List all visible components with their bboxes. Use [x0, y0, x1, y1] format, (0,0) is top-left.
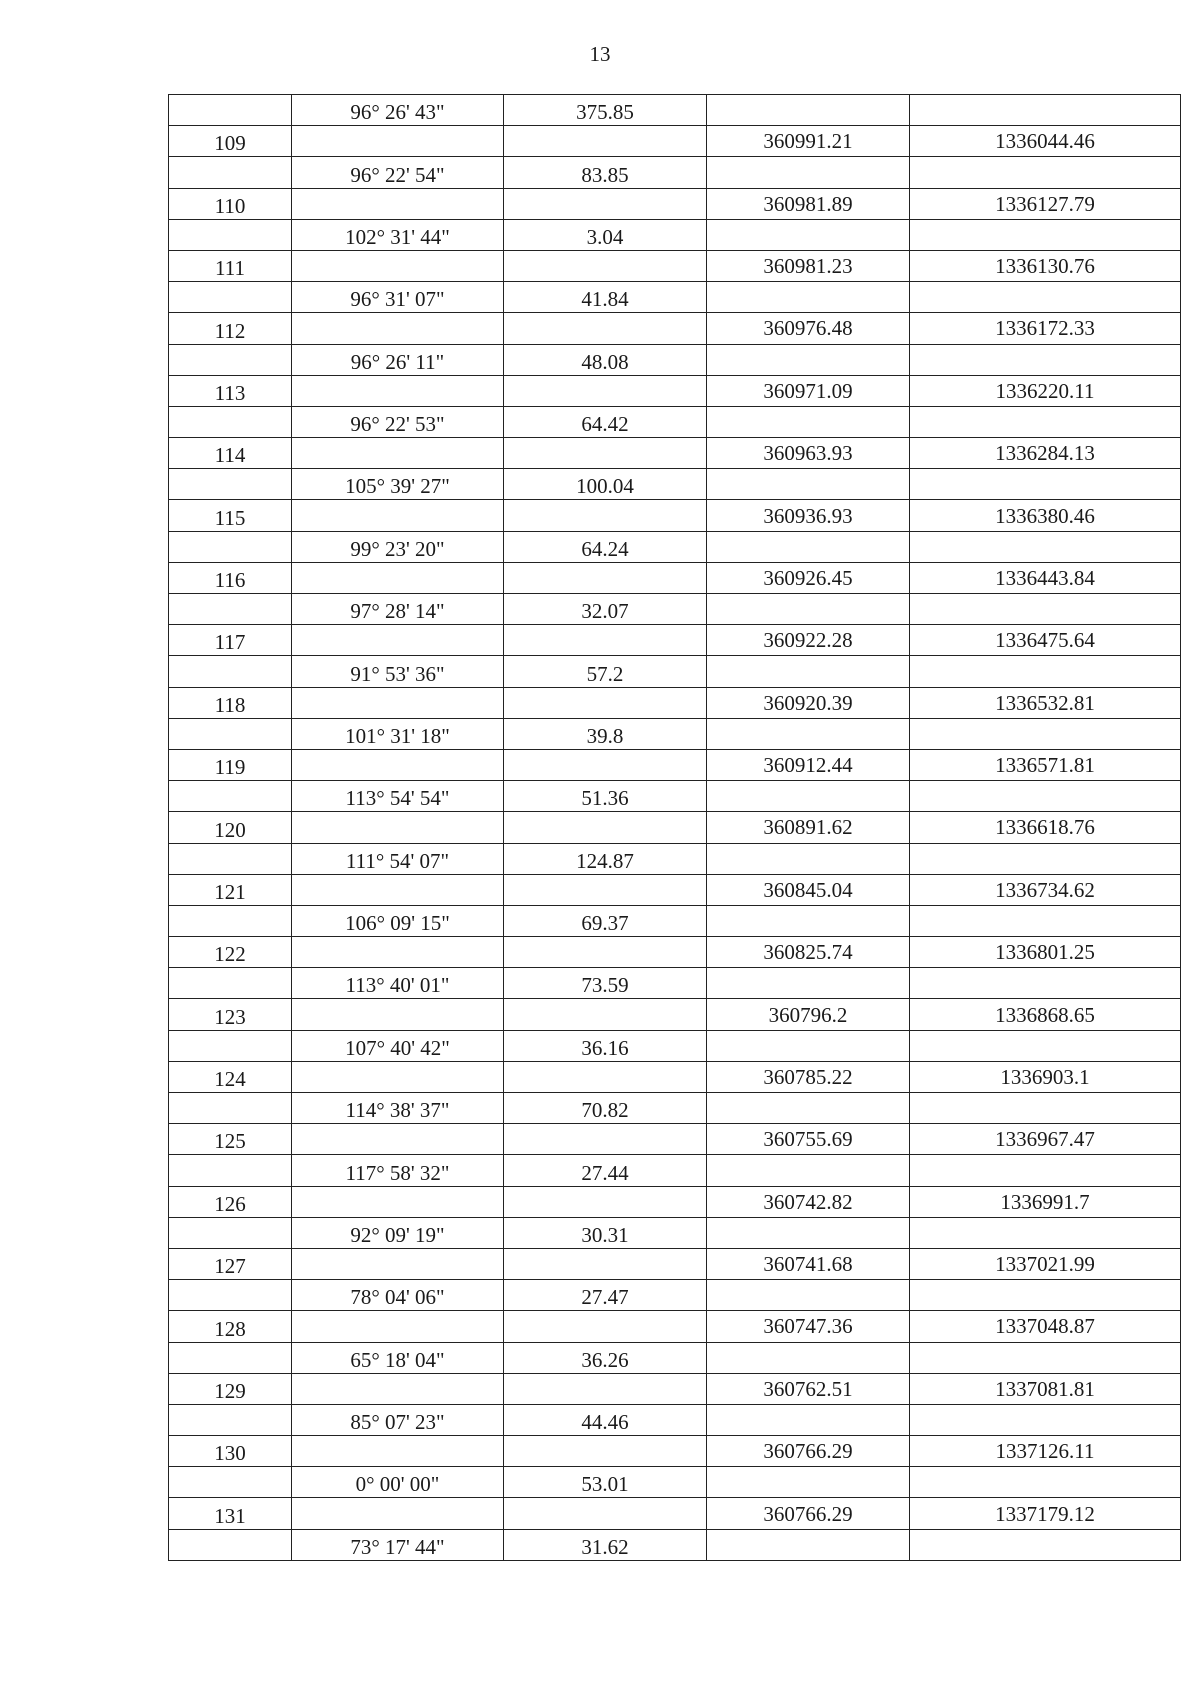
- table-row-point: [169, 126, 1181, 157]
- bearing-cell-empty: [292, 1124, 504, 1155]
- table-row-point: [169, 562, 1181, 593]
- point-number-cell: 114: [169, 438, 292, 469]
- distance-cell-empty: [504, 687, 707, 718]
- table-row-leg: [169, 1155, 1181, 1186]
- bearing-cell: 92° 09' 19": [292, 1217, 504, 1248]
- table-row-point: [169, 1311, 1181, 1342]
- y-coordinate-cell-empty: [910, 594, 1181, 625]
- bearing-cell: 97° 28' 14": [292, 594, 504, 625]
- point-cell-empty: [169, 905, 292, 936]
- distance-cell: 44.46: [504, 1404, 707, 1435]
- y-coordinate-cell: 1337126.11: [910, 1436, 1181, 1467]
- table-row-leg: [169, 406, 1181, 437]
- point-number-cell: 124: [169, 1061, 292, 1092]
- bearing-cell: 65° 18' 04": [292, 1342, 504, 1373]
- y-coordinate-cell: 1336127.79: [910, 188, 1181, 219]
- point-cell-empty: [169, 594, 292, 625]
- x-coordinate-cell: 360936.93: [707, 500, 910, 531]
- y-coordinate-cell-empty: [910, 1155, 1181, 1186]
- point-number-cell: 128: [169, 1311, 292, 1342]
- distance-cell: 375.85: [504, 95, 707, 126]
- bearing-cell: 101° 31' 18": [292, 718, 504, 749]
- bearing-cell-empty: [292, 313, 504, 344]
- bearing-cell-empty: [292, 999, 504, 1030]
- y-coordinate-cell-empty: [910, 157, 1181, 188]
- x-coordinate-cell-empty: [707, 1030, 910, 1061]
- y-coordinate-cell: 1336475.64: [910, 625, 1181, 656]
- table-row-point: [169, 687, 1181, 718]
- y-coordinate-cell: 1336284.13: [910, 438, 1181, 469]
- point-number-cell: 123: [169, 999, 292, 1030]
- y-coordinate-cell-empty: [910, 1280, 1181, 1311]
- bearing-cell: 107° 40' 42": [292, 1030, 504, 1061]
- bearing-cell-empty: [292, 438, 504, 469]
- table-row-leg: [169, 1093, 1181, 1124]
- x-coordinate-cell-empty: [707, 1342, 910, 1373]
- point-cell-empty: [169, 531, 292, 562]
- y-coordinate-cell-empty: [910, 1529, 1181, 1560]
- point-cell-empty: [169, 219, 292, 250]
- distance-cell: 83.85: [504, 157, 707, 188]
- distance-cell: 36.26: [504, 1342, 707, 1373]
- distance-cell-empty: [504, 1248, 707, 1279]
- x-coordinate-cell: 360891.62: [707, 812, 910, 843]
- table-row-point: [169, 1061, 1181, 1092]
- point-cell-empty: [169, 843, 292, 874]
- table-row-leg: [169, 1217, 1181, 1248]
- bearing-cell: 91° 53' 36": [292, 656, 504, 687]
- x-coordinate-cell-empty: [707, 469, 910, 500]
- bearing-cell-empty: [292, 749, 504, 780]
- x-coordinate-cell-empty: [707, 1529, 910, 1560]
- table-row-leg: [169, 1529, 1181, 1560]
- y-coordinate-cell-empty: [910, 905, 1181, 936]
- y-coordinate-cell-empty: [910, 1217, 1181, 1248]
- table-row-point: [169, 749, 1181, 780]
- distance-cell-empty: [504, 126, 707, 157]
- page-number: 13: [589, 42, 611, 66]
- point-number-cell: 120: [169, 812, 292, 843]
- x-coordinate-cell-empty: [707, 1217, 910, 1248]
- y-coordinate-cell: 1336443.84: [910, 562, 1181, 593]
- x-coordinate-cell-empty: [707, 219, 910, 250]
- bearing-cell: 85° 07' 23": [292, 1404, 504, 1435]
- distance-cell-empty: [504, 313, 707, 344]
- distance-cell-empty: [504, 812, 707, 843]
- table-row-leg: [169, 1404, 1181, 1435]
- point-number-cell: 131: [169, 1498, 292, 1529]
- distance-cell-empty: [504, 1373, 707, 1404]
- point-number-cell: 130: [169, 1436, 292, 1467]
- bearing-cell-empty: [292, 250, 504, 281]
- point-number-cell: 119: [169, 749, 292, 780]
- y-coordinate-cell: 1336967.47: [910, 1124, 1181, 1155]
- y-coordinate-cell: 1336172.33: [910, 313, 1181, 344]
- table-row-point: [169, 500, 1181, 531]
- bearing-cell-empty: [292, 1061, 504, 1092]
- table-row-point: [169, 375, 1181, 406]
- table-row-point: [169, 874, 1181, 905]
- table-row-point: [169, 313, 1181, 344]
- x-coordinate-cell: 360796.2: [707, 999, 910, 1030]
- distance-cell-empty: [504, 562, 707, 593]
- distance-cell-empty: [504, 999, 707, 1030]
- point-cell-empty: [169, 968, 292, 999]
- table-row-point: [169, 1248, 1181, 1279]
- y-coordinate-cell-empty: [910, 344, 1181, 375]
- y-coordinate-cell: 1336903.1: [910, 1061, 1181, 1092]
- bearing-cell: 111° 54' 07": [292, 843, 504, 874]
- x-coordinate-cell: 360971.09: [707, 375, 910, 406]
- bearing-cell-empty: [292, 562, 504, 593]
- y-coordinate-cell-empty: [910, 1030, 1181, 1061]
- distance-cell-empty: [504, 1311, 707, 1342]
- point-cell-empty: [169, 157, 292, 188]
- x-coordinate-cell: 360766.29: [707, 1436, 910, 1467]
- point-cell-empty: [169, 1217, 292, 1248]
- x-coordinate-cell-empty: [707, 95, 910, 126]
- distance-cell: 32.07: [504, 594, 707, 625]
- distance-cell: 100.04: [504, 469, 707, 500]
- x-coordinate-cell-empty: [707, 406, 910, 437]
- x-coordinate-cell-empty: [707, 968, 910, 999]
- x-coordinate-cell: 360963.93: [707, 438, 910, 469]
- point-number-cell: 121: [169, 874, 292, 905]
- point-cell-empty: [169, 781, 292, 812]
- point-number-cell: 118: [169, 687, 292, 718]
- table-row-point: [169, 1436, 1181, 1467]
- bearing-cell: 106° 09' 15": [292, 905, 504, 936]
- x-coordinate-cell: 360755.69: [707, 1124, 910, 1155]
- point-number-cell: 111: [169, 250, 292, 281]
- y-coordinate-cell: 1336801.25: [910, 937, 1181, 968]
- distance-cell: 70.82: [504, 1093, 707, 1124]
- distance-cell: 31.62: [504, 1529, 707, 1560]
- table-row-point: [169, 188, 1181, 219]
- x-coordinate-cell: 360845.04: [707, 874, 910, 905]
- distance-cell-empty: [504, 500, 707, 531]
- distance-cell: 27.47: [504, 1280, 707, 1311]
- point-number-cell: 113: [169, 375, 292, 406]
- bearing-cell: 99° 23' 20": [292, 531, 504, 562]
- y-coordinate-cell-empty: [910, 1404, 1181, 1435]
- x-coordinate-cell-empty: [707, 531, 910, 562]
- table-row-leg: [169, 157, 1181, 188]
- point-number-cell: 122: [169, 937, 292, 968]
- x-coordinate-cell: 360912.44: [707, 749, 910, 780]
- table-row-leg: [169, 843, 1181, 874]
- point-cell-empty: [169, 1280, 292, 1311]
- bearing-cell: 113° 40' 01": [292, 968, 504, 999]
- distance-cell: 27.44: [504, 1155, 707, 1186]
- x-coordinate-cell-empty: [707, 344, 910, 375]
- table-row-leg: [169, 718, 1181, 749]
- bearing-cell-empty: [292, 874, 504, 905]
- distance-cell: 57.2: [504, 656, 707, 687]
- bearing-cell: 96° 22' 54": [292, 157, 504, 188]
- y-coordinate-cell: 1336130.76: [910, 250, 1181, 281]
- table-row-point: [169, 937, 1181, 968]
- distance-cell-empty: [504, 625, 707, 656]
- table-row-leg: [169, 282, 1181, 313]
- bearing-cell: 96° 26' 43": [292, 95, 504, 126]
- table-row-leg: [169, 1342, 1181, 1373]
- y-coordinate-cell-empty: [910, 282, 1181, 313]
- x-coordinate-cell-empty: [707, 656, 910, 687]
- point-cell-empty: [169, 469, 292, 500]
- x-coordinate-cell-empty: [707, 843, 910, 874]
- table-row-leg: [169, 905, 1181, 936]
- table-row-leg: [169, 781, 1181, 812]
- distance-cell-empty: [504, 188, 707, 219]
- table-row-point: [169, 812, 1181, 843]
- y-coordinate-cell-empty: [910, 1342, 1181, 1373]
- point-number-cell: 116: [169, 562, 292, 593]
- distance-cell-empty: [504, 1498, 707, 1529]
- bearing-cell: 114° 38' 37": [292, 1093, 504, 1124]
- x-coordinate-cell: 360922.28: [707, 625, 910, 656]
- y-coordinate-cell: 1336618.76: [910, 812, 1181, 843]
- x-coordinate-cell-empty: [707, 718, 910, 749]
- x-coordinate-cell: 360742.82: [707, 1186, 910, 1217]
- distance-cell: 30.31: [504, 1217, 707, 1248]
- table-row-point: [169, 1124, 1181, 1155]
- distance-cell-empty: [504, 1436, 707, 1467]
- table-row-leg: [169, 531, 1181, 562]
- distance-cell: 124.87: [504, 843, 707, 874]
- bearing-cell: 102° 31' 44": [292, 219, 504, 250]
- x-coordinate-cell: 360825.74: [707, 937, 910, 968]
- distance-cell: 73.59: [504, 968, 707, 999]
- x-coordinate-cell-empty: [707, 781, 910, 812]
- bearing-cell-empty: [292, 1248, 504, 1279]
- distance-cell-empty: [504, 375, 707, 406]
- y-coordinate-cell-empty: [910, 1467, 1181, 1498]
- point-cell-empty: [169, 1155, 292, 1186]
- bearing-cell-empty: [292, 500, 504, 531]
- y-coordinate-cell-empty: [910, 95, 1181, 126]
- y-coordinate-cell: 1336734.62: [910, 874, 1181, 905]
- distance-cell-empty: [504, 250, 707, 281]
- bearing-cell-empty: [292, 1498, 504, 1529]
- x-coordinate-cell: 360747.36: [707, 1311, 910, 1342]
- distance-cell-empty: [504, 438, 707, 469]
- point-number-cell: 117: [169, 625, 292, 656]
- y-coordinate-cell-empty: [910, 531, 1181, 562]
- x-coordinate-cell: 360920.39: [707, 687, 910, 718]
- y-coordinate-cell-empty: [910, 1093, 1181, 1124]
- point-cell-empty: [169, 95, 292, 126]
- y-coordinate-cell-empty: [910, 718, 1181, 749]
- bearing-cell-empty: [292, 812, 504, 843]
- distance-cell-empty: [504, 874, 707, 905]
- bearing-cell: 117° 58' 32": [292, 1155, 504, 1186]
- y-coordinate-cell: 1336571.81: [910, 749, 1181, 780]
- bearing-cell: 113° 54' 54": [292, 781, 504, 812]
- y-coordinate-cell: 1336380.46: [910, 500, 1181, 531]
- table-row-point: [169, 625, 1181, 656]
- table-row-leg: [169, 656, 1181, 687]
- bearing-cell: 73° 17' 44": [292, 1529, 504, 1560]
- table-row-point: [169, 1186, 1181, 1217]
- distance-cell: 3.04: [504, 219, 707, 250]
- table-row-leg: [169, 1467, 1181, 1498]
- x-coordinate-cell-empty: [707, 1155, 910, 1186]
- bearing-cell: 0° 00' 00": [292, 1467, 504, 1498]
- distance-cell: 69.37: [504, 905, 707, 936]
- point-cell-empty: [169, 344, 292, 375]
- x-coordinate-cell: 360981.23: [707, 250, 910, 281]
- point-cell-empty: [169, 1093, 292, 1124]
- y-coordinate-cell-empty: [910, 968, 1181, 999]
- point-number-cell: 109: [169, 126, 292, 157]
- bearing-cell-empty: [292, 937, 504, 968]
- survey-traverse-table: [168, 94, 1181, 1561]
- y-coordinate-cell-empty: [910, 843, 1181, 874]
- distance-cell: 48.08: [504, 344, 707, 375]
- distance-cell: 41.84: [504, 282, 707, 313]
- y-coordinate-cell: 1336044.46: [910, 126, 1181, 157]
- x-coordinate-cell-empty: [707, 1467, 910, 1498]
- point-cell-empty: [169, 718, 292, 749]
- table-row-leg: [169, 344, 1181, 375]
- table-row-leg: [169, 594, 1181, 625]
- bearing-cell-empty: [292, 1186, 504, 1217]
- point-cell-empty: [169, 1030, 292, 1061]
- x-coordinate-cell-empty: [707, 157, 910, 188]
- y-coordinate-cell: 1337048.87: [910, 1311, 1181, 1342]
- table-row-point: [169, 1498, 1181, 1529]
- table-row-leg: [169, 968, 1181, 999]
- distance-cell: 64.24: [504, 531, 707, 562]
- y-coordinate-cell: 1337179.12: [910, 1498, 1181, 1529]
- x-coordinate-cell: 360741.68: [707, 1248, 910, 1279]
- point-number-cell: 115: [169, 500, 292, 531]
- table-body: [169, 95, 1181, 1561]
- distance-cell: 36.16: [504, 1030, 707, 1061]
- table-row-point: [169, 1373, 1181, 1404]
- point-number-cell: 127: [169, 1248, 292, 1279]
- distance-cell: 39.8: [504, 718, 707, 749]
- distance-cell-empty: [504, 937, 707, 968]
- bearing-cell-empty: [292, 1373, 504, 1404]
- point-cell-empty: [169, 1404, 292, 1435]
- x-coordinate-cell: 360766.29: [707, 1498, 910, 1529]
- table-row-leg: [169, 95, 1181, 126]
- x-coordinate-cell: 360785.22: [707, 1061, 910, 1092]
- point-number-cell: 110: [169, 188, 292, 219]
- bearing-cell: 105° 39' 27": [292, 469, 504, 500]
- y-coordinate-cell: 1336868.65: [910, 999, 1181, 1030]
- bearing-cell-empty: [292, 126, 504, 157]
- bearing-cell-empty: [292, 1436, 504, 1467]
- table-row-leg: [169, 1030, 1181, 1061]
- point-cell-empty: [169, 1342, 292, 1373]
- y-coordinate-cell-empty: [910, 656, 1181, 687]
- table-row-leg: [169, 1280, 1181, 1311]
- table-row-point: [169, 999, 1181, 1030]
- distance-cell-empty: [504, 1061, 707, 1092]
- x-coordinate-cell: 360991.21: [707, 126, 910, 157]
- distance-cell-empty: [504, 749, 707, 780]
- x-coordinate-cell: 360981.89: [707, 188, 910, 219]
- distance-cell: 64.42: [504, 406, 707, 437]
- y-coordinate-cell: 1336220.11: [910, 375, 1181, 406]
- point-cell-empty: [169, 282, 292, 313]
- bearing-cell-empty: [292, 1311, 504, 1342]
- distance-cell-empty: [504, 1124, 707, 1155]
- point-number-cell: 125: [169, 1124, 292, 1155]
- y-coordinate-cell: 1336532.81: [910, 687, 1181, 718]
- point-cell-empty: [169, 1467, 292, 1498]
- x-coordinate-cell-empty: [707, 594, 910, 625]
- bearing-cell-empty: [292, 687, 504, 718]
- y-coordinate-cell: 1337021.99: [910, 1248, 1181, 1279]
- x-coordinate-cell-empty: [707, 1093, 910, 1124]
- y-coordinate-cell-empty: [910, 781, 1181, 812]
- y-coordinate-cell: 1336991.7: [910, 1186, 1181, 1217]
- bearing-cell: 78° 04' 06": [292, 1280, 504, 1311]
- bearing-cell: 96° 22' 53": [292, 406, 504, 437]
- x-coordinate-cell: 360976.48: [707, 313, 910, 344]
- bearing-cell-empty: [292, 625, 504, 656]
- point-number-cell: 112: [169, 313, 292, 344]
- point-number-cell: 126: [169, 1186, 292, 1217]
- x-coordinate-cell-empty: [707, 1404, 910, 1435]
- point-cell-empty: [169, 656, 292, 687]
- point-number-cell: 129: [169, 1373, 292, 1404]
- distance-cell: 53.01: [504, 1467, 707, 1498]
- table-row-point: [169, 250, 1181, 281]
- x-coordinate-cell-empty: [707, 1280, 910, 1311]
- table-row-leg: [169, 469, 1181, 500]
- x-coordinate-cell-empty: [707, 282, 910, 313]
- bearing-cell: 96° 26' 11": [292, 344, 504, 375]
- bearing-cell-empty: [292, 188, 504, 219]
- distance-cell-empty: [504, 1186, 707, 1217]
- bearing-cell: 96° 31' 07": [292, 282, 504, 313]
- point-cell-empty: [169, 406, 292, 437]
- y-coordinate-cell: 1337081.81: [910, 1373, 1181, 1404]
- y-coordinate-cell-empty: [910, 219, 1181, 250]
- table-row-point: [169, 438, 1181, 469]
- x-coordinate-cell: 360762.51: [707, 1373, 910, 1404]
- point-cell-empty: [169, 1529, 292, 1560]
- x-coordinate-cell: 360926.45: [707, 562, 910, 593]
- y-coordinate-cell-empty: [910, 406, 1181, 437]
- distance-cell: 51.36: [504, 781, 707, 812]
- x-coordinate-cell-empty: [707, 905, 910, 936]
- y-coordinate-cell-empty: [910, 469, 1181, 500]
- table-row-leg: [169, 219, 1181, 250]
- bearing-cell-empty: [292, 375, 504, 406]
